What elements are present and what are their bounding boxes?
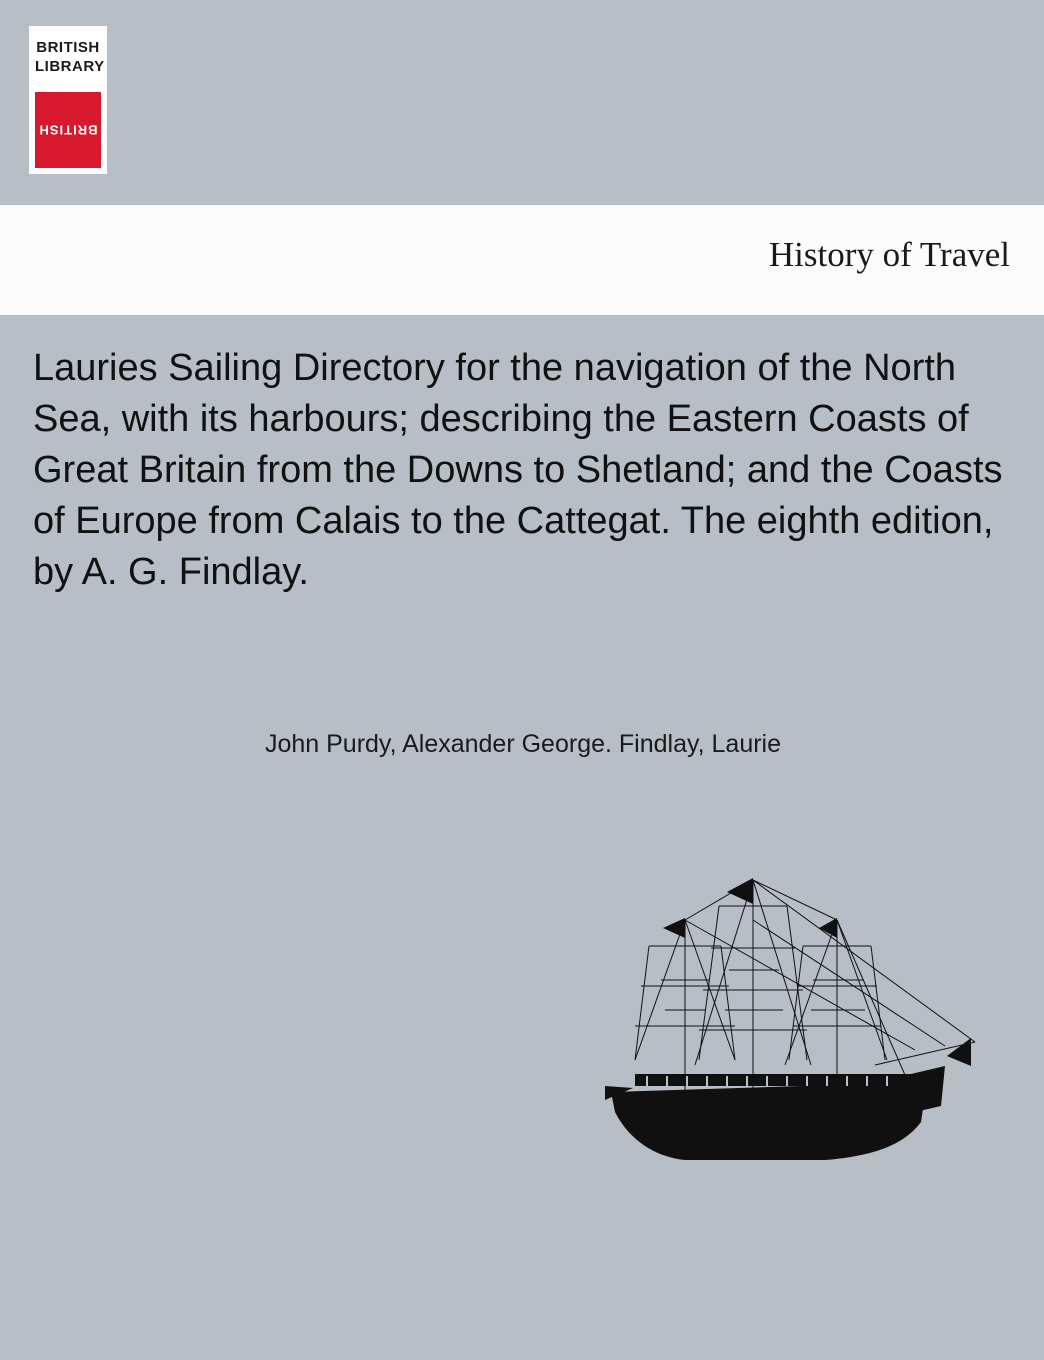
logo-wordmark-line1: BRITISH: [36, 39, 100, 56]
series-title: History of Travel: [768, 235, 1010, 274]
logo-red-badge: [35, 92, 101, 168]
series-banner: [0, 205, 1044, 315]
page-title: Lauries Sailing Directory for the navigation of the North Sea, with its harbours; describing the Eastern Coasts of Great Britain from the Downs to Shetland; and the Coasts of Europe from Calais to the Cattegat. The eighth edition, by A. G. Findlay.: [33, 347, 1003, 593]
cover-body: [0, 315, 1044, 1360]
logo-wordmark: [35, 32, 105, 90]
british-library-logo: [29, 26, 107, 174]
logo-badge-text: BRITISH: [38, 122, 98, 138]
sailing-ship-illustration: [575, 860, 1005, 1180]
top-band: [0, 0, 1044, 205]
book-authors: John Purdy, Alexander George. Findlay, Laurie: [264, 730, 782, 758]
logo-wordmark-line2: LIBRARY: [35, 58, 105, 75]
